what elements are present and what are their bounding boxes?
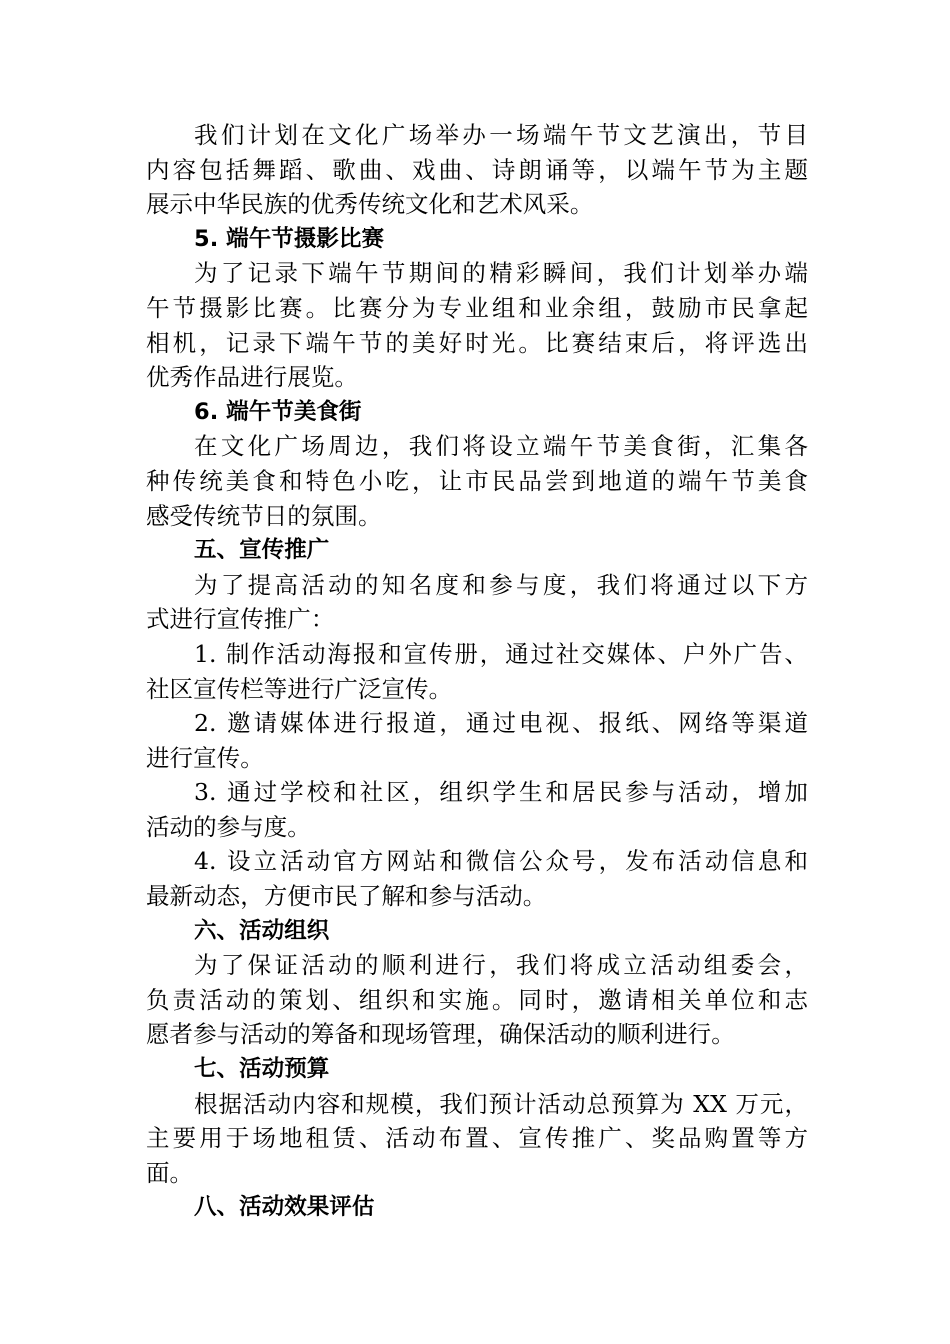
paragraph bbox=[146, 706, 808, 775]
paragraph-line: 式进行宣传推广： bbox=[146, 605, 335, 634]
paragraph bbox=[146, 637, 808, 706]
paragraph bbox=[146, 844, 808, 913]
paragraph-line: 种传统美食和特色小吃，让市民品尝到地道的端午节美食 bbox=[146, 466, 808, 495]
paragraph-line: 愿者参与活动的筹备和现场管理，确保活动的顺利进行。 bbox=[146, 1020, 735, 1049]
paragraph-line: 我们计划在文化广场举办一场端午节文艺演出，节目 bbox=[194, 121, 808, 149]
heading-text: 6. 端午节美食街 bbox=[194, 398, 362, 425]
paragraph-line: 最新动态，方便市民了解和参与活动。 bbox=[146, 882, 547, 911]
paragraph-line: 3. 通过学校和社区，组织学生和居民参与活动，增加 bbox=[194, 778, 808, 807]
section-heading bbox=[146, 1052, 808, 1087]
paragraph-line: 主要用于场地租赁、活动布置、宣传推广、奖品购置等方 bbox=[146, 1124, 808, 1153]
paragraph bbox=[146, 118, 808, 222]
document-body bbox=[146, 118, 808, 1225]
heading-text: 八、活动效果评估 bbox=[194, 1194, 375, 1221]
section-heading bbox=[146, 533, 808, 568]
paragraph-line: 午节摄影比赛。比赛分为专业组和业余组，鼓励市民拿起 bbox=[146, 293, 808, 322]
paragraph-line: 进行宣传。 bbox=[146, 743, 264, 772]
paragraph bbox=[146, 256, 808, 394]
paragraph-line: 2. 邀请媒体进行报道，通过电视、报纸、网络等渠道 bbox=[194, 709, 808, 738]
paragraph-line: 相机，记录下端午节的美好时光。比赛结束后，将评选出 bbox=[146, 328, 808, 357]
section-heading bbox=[146, 222, 808, 257]
section-heading bbox=[146, 914, 808, 949]
paragraph bbox=[146, 948, 808, 1052]
section-heading bbox=[146, 1190, 808, 1225]
paragraph-line: 为了提高活动的知名度和参与度，我们将通过以下方 bbox=[194, 570, 808, 599]
paragraph-line: 为了保证活动的顺利进行，我们将成立活动组委会， bbox=[194, 951, 808, 980]
paragraph-line: 面。 bbox=[146, 1158, 194, 1187]
paragraph-line: 1. 制作活动海报和宣传册，通过社交媒体、户外广告、 bbox=[194, 639, 808, 668]
paragraph bbox=[146, 775, 808, 844]
paragraph-line: 为了记录下端午节期间的精彩瞬间，我们计划举办端 bbox=[194, 259, 808, 288]
paragraph-line: 社区宣传栏等进行广泛宣传。 bbox=[146, 674, 453, 703]
heading-text: 六、活动组织 bbox=[194, 917, 330, 944]
heading-text: 5. 端午节摄影比赛 bbox=[194, 225, 385, 252]
paragraph-line: 活动的参与度。 bbox=[146, 812, 311, 841]
paragraph-line: 展示中华民族的优秀传统文化和艺术风采。 bbox=[146, 190, 594, 219]
paragraph-line: 在文化广场周边，我们将设立端午节美食街，汇集各 bbox=[194, 432, 808, 461]
heading-text: 五、宣传推广 bbox=[194, 537, 330, 564]
paragraph bbox=[146, 429, 808, 533]
paragraph-line: 4. 设立活动官方网站和微信公众号，发布活动信息和 bbox=[194, 847, 808, 876]
paragraph bbox=[146, 568, 808, 637]
section-heading bbox=[146, 395, 808, 430]
paragraph-line: 优秀作品进行展览。 bbox=[146, 363, 358, 392]
heading-text: 七、活动预算 bbox=[194, 1056, 330, 1083]
paragraph bbox=[146, 1087, 808, 1191]
paragraph-line: 负责活动的策划、组织和实施。同时，邀请相关单位和志 bbox=[146, 985, 808, 1014]
paragraph-line: 根据活动内容和规模，我们预计活动总预算为 XX 万元， bbox=[194, 1089, 808, 1118]
paragraph-line: 感受传统节日的氛围。 bbox=[146, 501, 382, 530]
paragraph-line: 内容包括舞蹈、歌曲、戏曲、诗朗诵等，以端午节为主题 bbox=[146, 155, 808, 184]
